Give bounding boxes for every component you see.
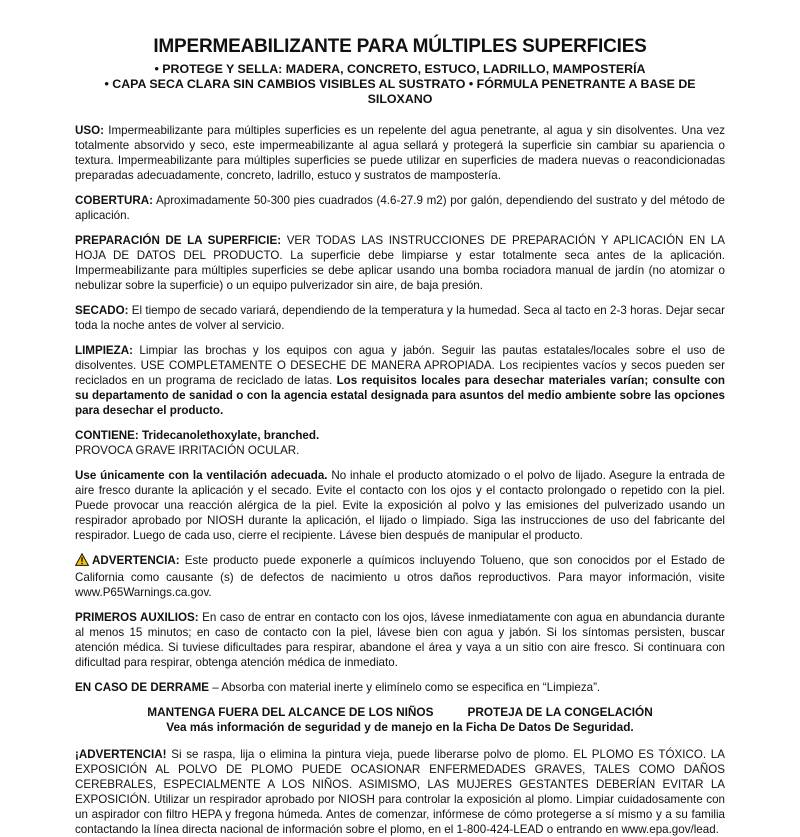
warning-triangle-icon [75, 553, 89, 570]
section-secado [75, 303, 725, 333]
section-contiene [75, 428, 725, 458]
section-advertencia-plomo [75, 747, 725, 837]
primeros-auxilios-text: En caso de entrar en contacto con los ojos, lávese inmediatamente con agua en abundancia durante al menos 15 minutos; en caso de contacto con la piel, lávese bien con agua y jabón. Si los síntomas persisten, buscar atención médica. Si tuviese dificultades para respirar, abandone el área y vaya a un sitio con aire fresco. Si continuara con dificultad para respirar, obtenga atención médica de inmediato. [75, 611, 726, 669]
limpieza-text: Limpiar las brochas y los equipos con agua y jabón. Seguir las pautas estatales/locales sobre el uso de disolventes. USE COMPLETAMENTE O DESECHE DE MANERA APROPIADA. Los recipientes vacíos y secos pueden ser reciclados en un programa de reciclado de latas. [75, 344, 725, 387]
uso-heading: USO: [75, 124, 104, 137]
uso-text: Impermeabilizante para múltiples superficies es un repelente del agua penetrante, al agua y sin disolventes. Una vez totalmente absorvido y seco, este impermeabilizante al agua sellará y protegerá la superficie sin cambiar su apariencia o textura. Impermeabilizante para múltiples superficies se puede utilizar en superficies de madera nuevas o reacondicionadas preparadas adecuadamente, concreto, ladrillo, estuco y sustratos de mampostería. [75, 124, 725, 182]
features-line-2: • CAPA SECA CLARA SIN CAMBIOS VISIBLES AL SUSTRATO • FÓRMULA PENETRANTE A BASE DE SILOXANO [104, 77, 696, 106]
product-features [75, 62, 725, 107]
ventilacion-text: No inhale el producto atomizado o el polvo de lijado. Asegure la entrada de aire fresco durante la aplicación y el secado. Evite el contacto con los ojos y el contacto prolongado o repetido con la piel. Puede provocar una reacción alérgica de la piel. Evite la exposición al polvo y las emisiones del pulverizado usando un respirador aprobado por NIOSH durante la aplicación, el lijado o limpiado. Siga las instrucciones de uso del fabricante del respirador. Luego de cada uso, cierre el recipiente. Lávese bien después de manipular el producto. [75, 469, 725, 542]
section-derrame [75, 680, 725, 695]
advertencia-plomo-text: Si se raspa, lija o elimina la pintura vieja, puede liberarse polvo de plomo. EL PLOMO ES TÓXICO. LA EXPOSICIÓN AL POLVO DE PLOMO PUEDE OCASIONAR ENFERMEDADES GRAVES, TALES COMO DAÑOS CEREBRALES, ESPECIALMENTE A LOS NIÑOS. ASIMISMO, LAS MUJERES GESTANTES DEBERÍAN EVITAR LA EXPOSICIÓN. Utilizar un respirador aprobado por NIOSH para controlar la exposición al plomo. Limpiar cuidadosamente con un aspirador con filtro HEPA y fregona húmeda. Antes de comenzar, infórmese de cómo protegerse a sí mismo y a su familia contactando la línea directa nacional de información sobre el plomo, en el 1-800-424-LEAD o entrando en www.epa.gov/lead. [75, 748, 725, 836]
keep-away-notice: MANTENGA FUERA DEL ALCANCE DE LOS NIÑOS [147, 705, 434, 719]
primeros-auxilios-heading: PRIMEROS AUXILIOS: [75, 611, 199, 624]
section-primeros-auxilios [75, 610, 725, 670]
product-title: IMPERMEABILIZANTE PARA MÚLTIPLES SUPERFICIES [153, 36, 647, 57]
section-limpieza [75, 343, 725, 418]
ventilacion-heading: Use únicamente con la ventilación adecuada. [75, 469, 328, 482]
preparacion-heading: PREPARACIÓN DE LA SUPERFICIE: [75, 234, 282, 247]
preparacion-text: VER TODAS LAS INSTRUCCIONES DE PREPARACIÓN Y APLICACIÓN EN LA HOJA DE DATOS DEL PRODUCTO. La superficie debe limpiarse y estar totalmente seca antes de la aplicación. Impermeabilizante para múltiples superficies se debe aplicar usando una bomba rociadora manual de jardín (no atomizar o nebulizar sobre la superficie) o un equipo pulverizador sin aire, de baja presión. [75, 234, 725, 292]
section-advertencia-p65 [75, 553, 725, 600]
advertencia-plomo-heading: ¡ADVERTENCIA! [75, 748, 167, 761]
features-line-1: • PROTEGE Y SELLA: MADERA, CONCRETO, ESTUCO, LADRILLO, MAMPOSTERÍA [154, 62, 646, 76]
cobertura-text: Aproximadamente 50-300 pies cuadrados (4.6-27.9 m2) por galón, dependiendo del sustrato y del método de aplicación. [75, 194, 725, 222]
limpieza-bold-text: Los requisitos locales para desechar materiales varían; consulte con su departamento de sanidad o con la agencia estatal designada para asuntos del medio ambiente sobre las opciones para desechar el producto. [75, 374, 726, 417]
derrame-text: – Absorba con material inerte y elimínelo como se especifica en “Limpieza”. [209, 681, 601, 694]
contiene-heading: CONTIENE: Tridecanolethoxylate, branched. [75, 429, 320, 442]
section-uso [75, 123, 725, 183]
sds-notice: Vea más información de seguridad y de manejo en la Ficha De Datos De Seguridad. [166, 720, 634, 734]
section-ventilacion [75, 468, 725, 543]
secado-heading: SECADO: [75, 304, 129, 317]
freeze-notice: PROTEJA DE LA CONGELACIÓN [467, 705, 653, 719]
center-notices [75, 705, 725, 720]
advertencia-p65-heading: ADVERTENCIA: [92, 554, 180, 567]
cobertura-heading: COBERTURA: [75, 194, 153, 207]
contiene-text: PROVOCA GRAVE IRRITACIÓN OCULAR. [75, 444, 300, 457]
derrame-heading: EN CASO DE DERRAME [75, 681, 209, 694]
limpieza-heading: LIMPIEZA: [75, 344, 133, 357]
section-cobertura [75, 193, 725, 223]
section-preparacion [75, 233, 725, 293]
secado-text: El tiempo de secado variará, dependiendo de la temperatura y la humedad. Seca al tacto en 2-3 horas. Dejar secar toda la noche antes de volver al servicio. [75, 304, 725, 332]
advertencia-p65-text: Este producto puede exponerle a químicos incluyendo Tolueno, que son conocidos por el Estado de California como causante (s) de defectos de nacimiento u otros daños reproductivos. Para mayor información, visite www.P65Warnings.ca.gov. [75, 554, 725, 599]
